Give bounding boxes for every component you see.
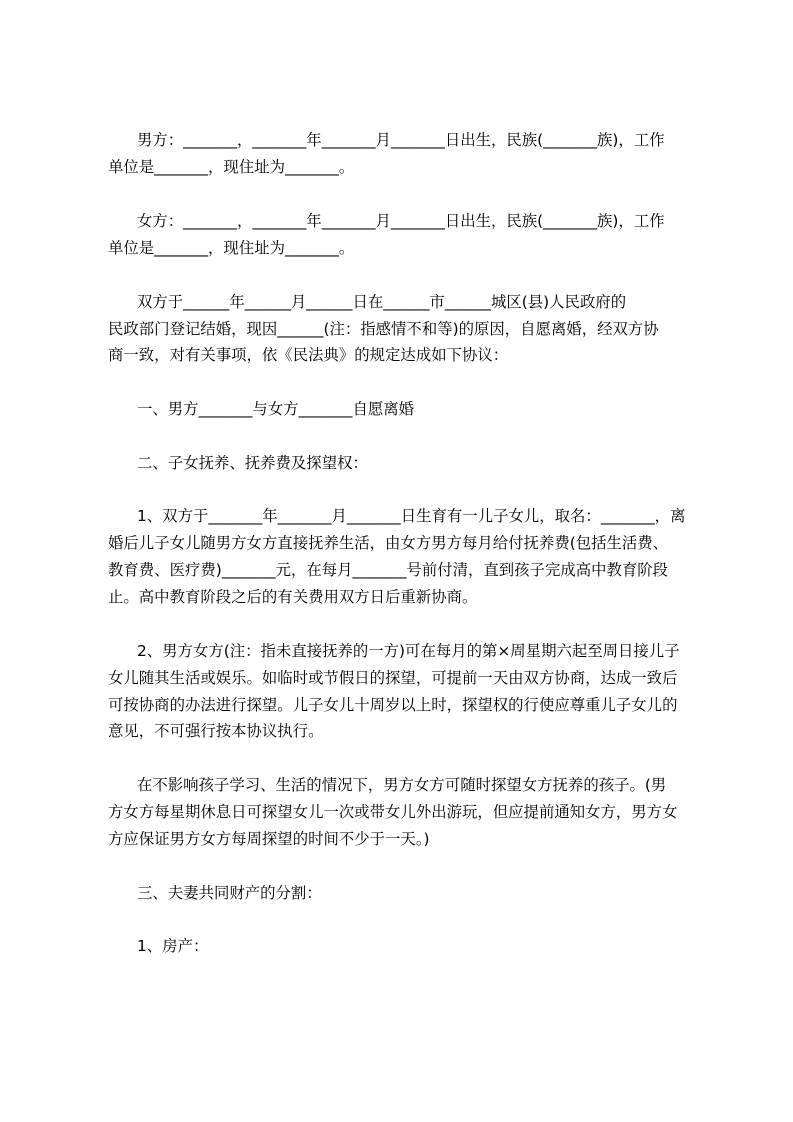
clause-2-2-line-1: 2、男方女方(注：指未直接抚养的一方)可在每月的第×周星期六起至周日接儿子 [137,642,680,660]
clause-2-1-line-1: 1、双方于_______年_______月_______日生育有一儿子女儿，取名：_______，离 [137,507,686,525]
clause-2-2-line-3: 可按协商的办法进行探望。儿子女儿十周岁以上时，探望权的行使应尊重儿子女儿的 [108,696,678,714]
visitation-paragraph-line-2: 方女方每星期休息日可探望女儿一次或带女儿外出游玩，但应提前通知女方，男方女 [108,803,678,821]
section-1-heading: 一、男方_______与女方_______自愿离婚 [137,400,415,418]
paragraph-male-info-line-2: 单位是_______，现住址为_______。 [108,158,355,176]
visitation-paragraph-line-3: 方应保证男方女方每周探望的时间不少于一天。) [108,830,430,848]
clause-2-1-line-4: 止。高中教育阶段之后的有关费用双方日后重新协商。 [108,588,478,606]
clause-2-2-line-4: 意见，不可强行按本协议执行。 [108,722,324,740]
clause-3-1-heading: 1、房产： [137,937,209,955]
paragraph-marriage-line-3: 商一致，对有关事项，依《民法典》的规定达成如下协议： [108,346,509,364]
clause-2-1-line-3: 教育费、医疗费)_______元，在每月_______号前付清，直到孩子完成高中教育阶段 [108,561,669,579]
clause-2-2-line-2: 女儿随其生活或娱乐。如临时或节假日的探望，可提前一天由双方协商，达成一致后 [108,669,678,687]
paragraph-marriage-line-1: 双方于______年______月______日在______市______城区(县)人民政府的 [137,293,627,311]
paragraph-male-info-line-1: 男方：_______，_______年_______月_______日出生，民族(_______族)，工作 [137,131,665,149]
paragraph-female-info-line-1: 女方：_______，_______年_______月_______日出生，民族(_______族)，工作 [137,212,665,230]
paragraph-female-info-line-2: 单位是_______，现住址为_______。 [108,239,355,257]
clause-2-1-line-2: 婚后儿子女儿随男方女方直接抚养生活，由女方男方每月给付抚养费(包括生活费、 [108,534,669,552]
paragraph-marriage-line-2: 民政部门登记结婚，现因______(注：指感情不和等)的原因，自愿离婚，经双方协 [108,320,659,338]
visitation-paragraph-line-1: 在不影响孩子学习、生活的情况下，男方女方可随时探望女方抚养的孩子。(男 [137,776,667,794]
section-2-heading: 二、子女抚养、抚养费及探望权： [137,454,368,472]
section-3-heading: 三、夫妻共同财产的分割： [137,884,322,902]
